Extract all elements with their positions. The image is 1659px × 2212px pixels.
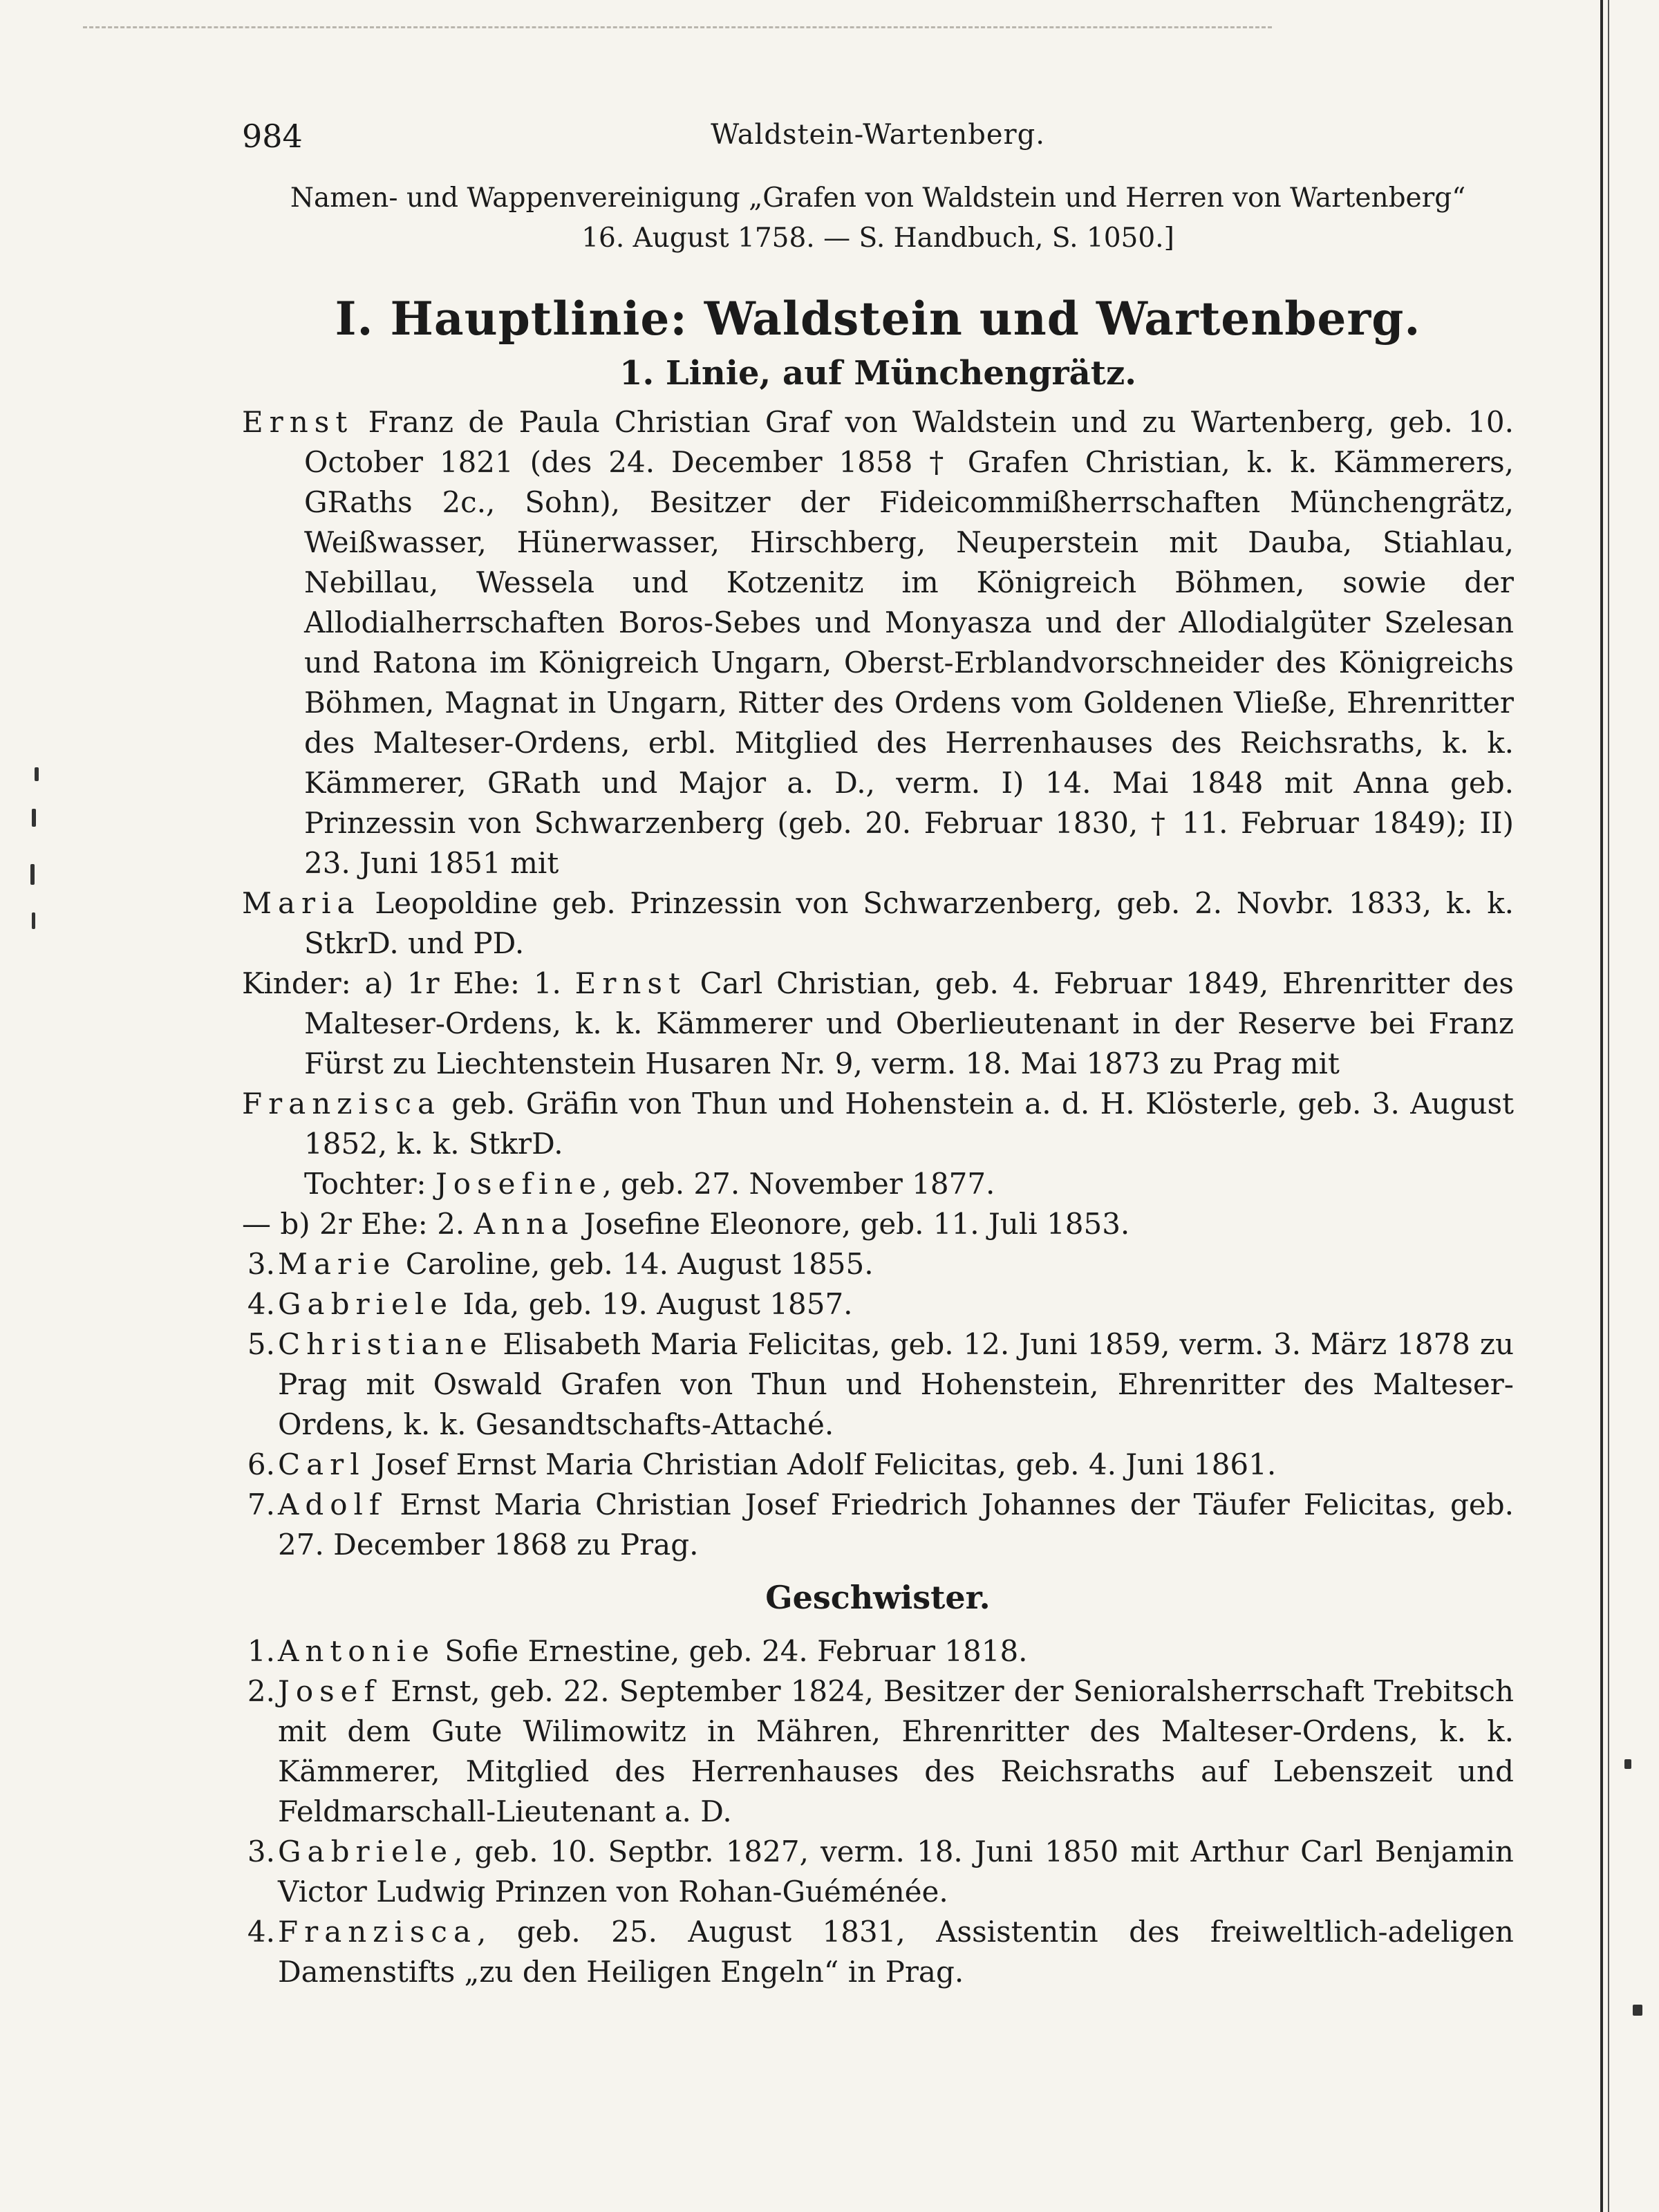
sibling-entry [242, 1912, 1514, 1992]
sub-title: 1. Linie, auf Münchengrätz. [619, 354, 1136, 393]
child-entry [242, 1284, 1514, 1324]
gutter-rule [1600, 0, 1603, 2212]
child-text: Josef Ernst Maria Christian Adolf Felicitas, geb. 4. Juni 1861. [375, 1447, 1277, 1481]
page-number: 984 [242, 118, 303, 155]
children-a-marker: a) 1r Ehe: 1. [364, 966, 561, 1000]
child-name: Carl [278, 1447, 366, 1481]
head-entry [242, 402, 1514, 883]
page-header [242, 104, 1514, 159]
child-num: 3. [247, 1247, 275, 1281]
sibling-entry [242, 1832, 1514, 1912]
intro-note: Namen- und Wappenvereinigung „Grafen von Waldstein und Herren von Wartenberg“ 16. August 1758. — S. Handbuch, S. 1050.] [290, 182, 1466, 254]
head-name: Ernst [242, 405, 354, 439]
child-spouse-text: geb. Gräfin von Thun und Hohenstein a. d. H. Klösterle, geb. 3. August 1852, k. k. StkrD. [304, 1087, 1514, 1161]
grandchild-entry [304, 1164, 1514, 1204]
sibling-num: 3. [247, 1835, 275, 1868]
child-b-entry [242, 1204, 1514, 1244]
child-entry [242, 1445, 1514, 1485]
sibling-text: , geb. 25. August 1831, Assistentin des freiweltlich-adeligen Damenstifts „zu den Heiligen Engeln“ in Prag. [278, 1915, 1514, 1989]
sibling-name: Antonie [278, 1634, 435, 1668]
sibling-text: Sofie Ernestine, geb. 24. Februar 1818. [444, 1634, 1028, 1668]
children-intro-entry [242, 964, 1514, 1084]
grandchild-name: Josefine [435, 1167, 603, 1201]
sibling-name: Franzisca [278, 1915, 477, 1949]
child-spouse-name: Franzisca [242, 1087, 441, 1121]
child-1-text: Carl Christian, geb. 4. Februar 1849, Ehrenritter des Malteser-Ordens, k. k. Kämmerer und Oberlieutenant in der Reserve bei Franz Fürst zu Liechtenstein Husaren Nr. 9, verm. 18. Mai 1873 zu Prag mit [304, 966, 1514, 1080]
child-b-name: Anna [474, 1207, 575, 1241]
child-entry [242, 1324, 1514, 1445]
child-entry [242, 1485, 1514, 1565]
children-label: Kinder: [242, 966, 351, 1000]
child-name: Adolf [278, 1488, 386, 1521]
child-num: 6. [247, 1447, 275, 1481]
grandchild-text: , geb. 27. November 1877. [602, 1167, 995, 1201]
gutter-rule-thin [1608, 0, 1609, 2212]
margin-speck [1624, 1759, 1631, 1769]
margin-speck [30, 864, 35, 885]
child-text: Caroline, geb. 14. August 1855. [405, 1247, 874, 1281]
running-head: Waldstein-Wartenberg. [711, 119, 1045, 151]
child-entry [242, 1244, 1514, 1284]
sibling-num: 4. [247, 1915, 275, 1949]
child-spouse-entry [242, 1084, 1514, 1164]
child-1-name: Ernst [574, 966, 686, 1000]
sibling-num: 2. [247, 1674, 275, 1708]
child-text: Ernst Maria Christian Josef Friedrich Johannes der Täufer Felicitas, geb. 27. December 1868 zu Prag. [278, 1488, 1514, 1562]
page [242, 104, 1514, 1992]
child-b-text: Josefine Eleonore, geb. 11. Juli 1853. [583, 1207, 1130, 1241]
child-num: 5. [247, 1327, 275, 1361]
spouse-entry [242, 883, 1514, 964]
spouse-text: Leopoldine geb. Prinzessin von Schwarzenberg, geb. 2. Novbr. 1833, k. k. StkrD. und PD. [304, 886, 1515, 960]
child-name: Gabriele [278, 1287, 454, 1321]
child-name: Marie [278, 1247, 397, 1281]
sibling-entry [242, 1671, 1514, 1832]
margin-speck [32, 809, 36, 827]
main-title: I. Hauptlinie: Waldstein und Wartenberg. [335, 292, 1421, 346]
margin-speck [35, 767, 39, 781]
child-num: 4. [247, 1287, 275, 1321]
child-text: Ida, geb. 19. August 1857. [462, 1287, 853, 1321]
child-text: Elisabeth Maria Felicitas, geb. 12. Juni 1859, verm. 3. März 1878 zu Prag mit Oswald Grafen von Thun und Hohenstein, Ehrenritter des Malteser-Ordens, k. k. Gesandtschafts-Attaché. [278, 1327, 1515, 1441]
sibling-name: Josef [278, 1674, 382, 1708]
spouse-name: Maria [242, 886, 361, 920]
sibling-entry [242, 1631, 1514, 1671]
child-b-marker: — b) 2r Ehe: 2. [242, 1207, 465, 1241]
head-text: Franz de Paula Christian Graf von Waldstein und zu Wartenberg, geb. 10. October 1821 (des 24. December 1858 † Grafen Christian, k. k. Kämmerers, GRaths 2c., Sohn), Besitzer der Fideicommißherrschaften Münchengrätz, Weißwasser, Hünerwasser, Hirschberg, Neuperstein mit Dauba, Stiahlau, Nebillau, Wessela und Kotzenitz im Königreich Böhmen, sowie der Allodialherrschaften Boros-Sebes und Monyasza und der Allodialgüter Szelesan und Ratona im Königreich Ungarn, Oberst-Erblandvorschneider des Königreichs Böhmen, Magnat in Ungarn, Ritter des Ordens vom Goldenen Vließe, Ehrenritter des Malteser-Ordens, erbl. Mitglied des Herrenhauses des Reichsraths, k. k. Kämmerer, GRath und Major a. D., verm. I) 14. Mai 1848 mit Anna geb. Prinzessin von Schwarzenberg (geb. 20. Februar 1830, † 11. Februar 1849); II) 23. Juni 1851 mit [304, 405, 1514, 880]
margin-speck [1633, 2005, 1642, 2016]
sibling-num: 1. [247, 1634, 275, 1668]
child-num: 7. [247, 1488, 275, 1521]
sibling-text: Ernst, geb. 22. September 1824, Besitzer der Senioralsherrschaft Trebitsch mit dem Gute Wilimowitz in Mähren, Ehrenritter des Malteser-Ordens, k. k. Kämmerer, Mitglied des Herrenhauses des Reichsraths auf Lebenszeit und Feldmarschall-Lieutenant a. D. [278, 1674, 1514, 1828]
child-name: Christiane [278, 1327, 494, 1361]
sibling-name: Gabriele [278, 1835, 454, 1868]
grandchild-label: Tochter: [304, 1167, 427, 1201]
scan-edge-top [83, 26, 1272, 28]
siblings-title: Geschwister. [765, 1579, 991, 1616]
margin-speck [32, 912, 35, 929]
sibling-text: , geb. 10. Septbr. 1827, verm. 18. Juni 1850 mit Arthur Carl Benjamin Victor Ludwig Prinzen von Rohan-Guéménée. [278, 1835, 1514, 1909]
